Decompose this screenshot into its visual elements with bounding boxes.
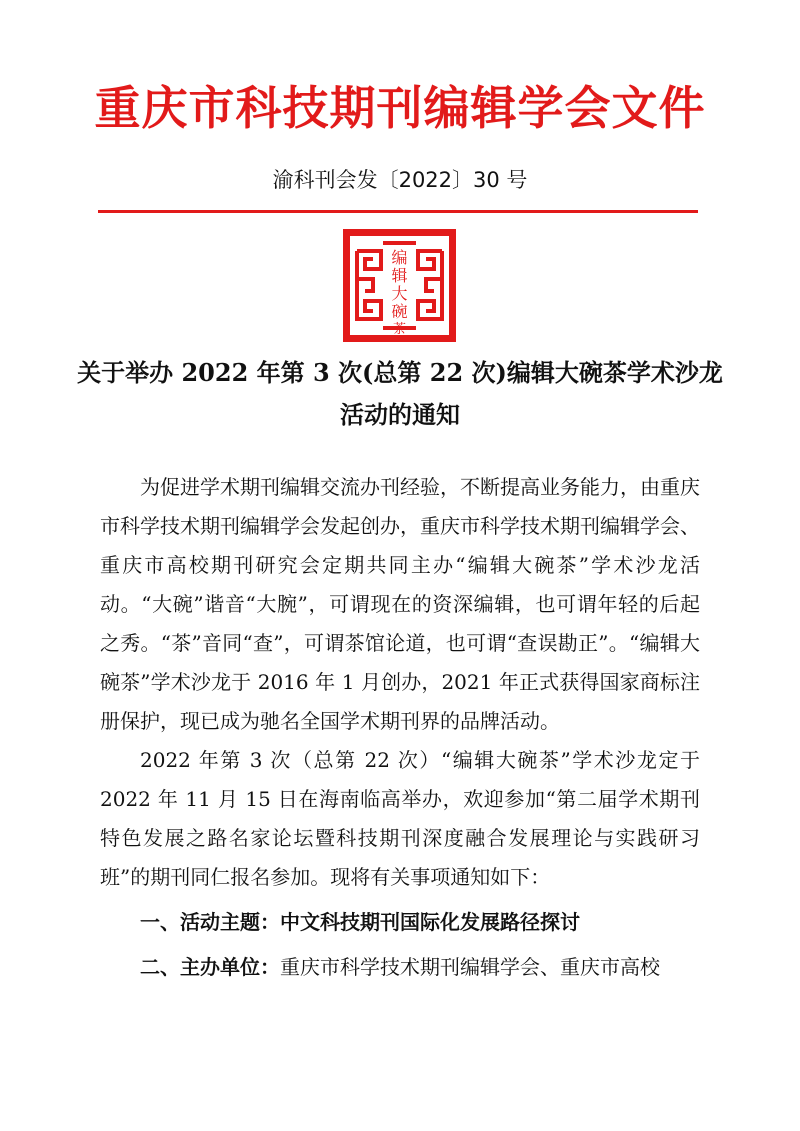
section-organizers-heading: 二、主办单位： xyxy=(140,955,280,979)
document-header-title: 重庆市科技期刊编辑学会文件 xyxy=(94,81,706,135)
svg-text:茶: 茶 xyxy=(392,322,407,337)
notice-title-line-1: 关于举办 2022 年第 3 次(总第 22 次)编辑大碗茶学术沙龙 xyxy=(77,358,723,387)
notice-body xyxy=(100,468,700,987)
body-paragraph-intro: 为促进学术期刊编辑交流办刊经验，不断提高业务能力，由重庆市科学技术期刊编辑学会发起创办，重庆市科学技术期刊编辑学会、重庆市高校期刊研究会定期共同主办“编辑大碗茶”学术沙龙活动。“大碗”谐音“大腕”，可谓现在的资深编辑，也可谓年轻的后起之秀。“茶”音同“查”，可谓茶馆论道，也可谓“查误勘正”。“编辑大碗茶”学术沙龙于 2016 年 1 月创办，2021 年正式获得国家商标注册保护，现已成为驰名全国学术期刊界的品牌活动。 xyxy=(100,475,700,733)
section-organizers-text: 重庆市科学技术期刊编辑学会、重庆市高校 xyxy=(280,955,660,979)
notice-title-line-2: 活动的通知 xyxy=(340,400,460,429)
body-paragraph-event: 2022 年第 3 次（总第 22 次）“编辑大碗茶”学术沙龙定于 2022 年 11 月 15 日在海南临高举办，欢迎参加“第二届学术期刊特色发展之路名家论坛暨科技期刊深度融合发展理论与实践研习班”的期刊同仁报名参加。现将有关事项通知如下： xyxy=(100,748,700,889)
section-theme-text: 中文科技期刊国际化发展路径探讨 xyxy=(280,910,580,934)
svg-text:碗: 碗 xyxy=(391,302,408,321)
svg-text:大: 大 xyxy=(391,284,408,303)
notice-title xyxy=(60,352,740,436)
header-divider-line xyxy=(98,210,698,213)
svg-text:辑: 辑 xyxy=(391,266,408,285)
seal-logo-icon xyxy=(343,229,456,342)
section-theme xyxy=(100,903,700,942)
section-organizers xyxy=(100,948,700,987)
section-theme-heading: 一、活动主题： xyxy=(140,910,280,934)
document-number: 渝科刊会发〔2022〕30 号 xyxy=(272,168,528,192)
svg-text:编: 编 xyxy=(391,248,408,267)
